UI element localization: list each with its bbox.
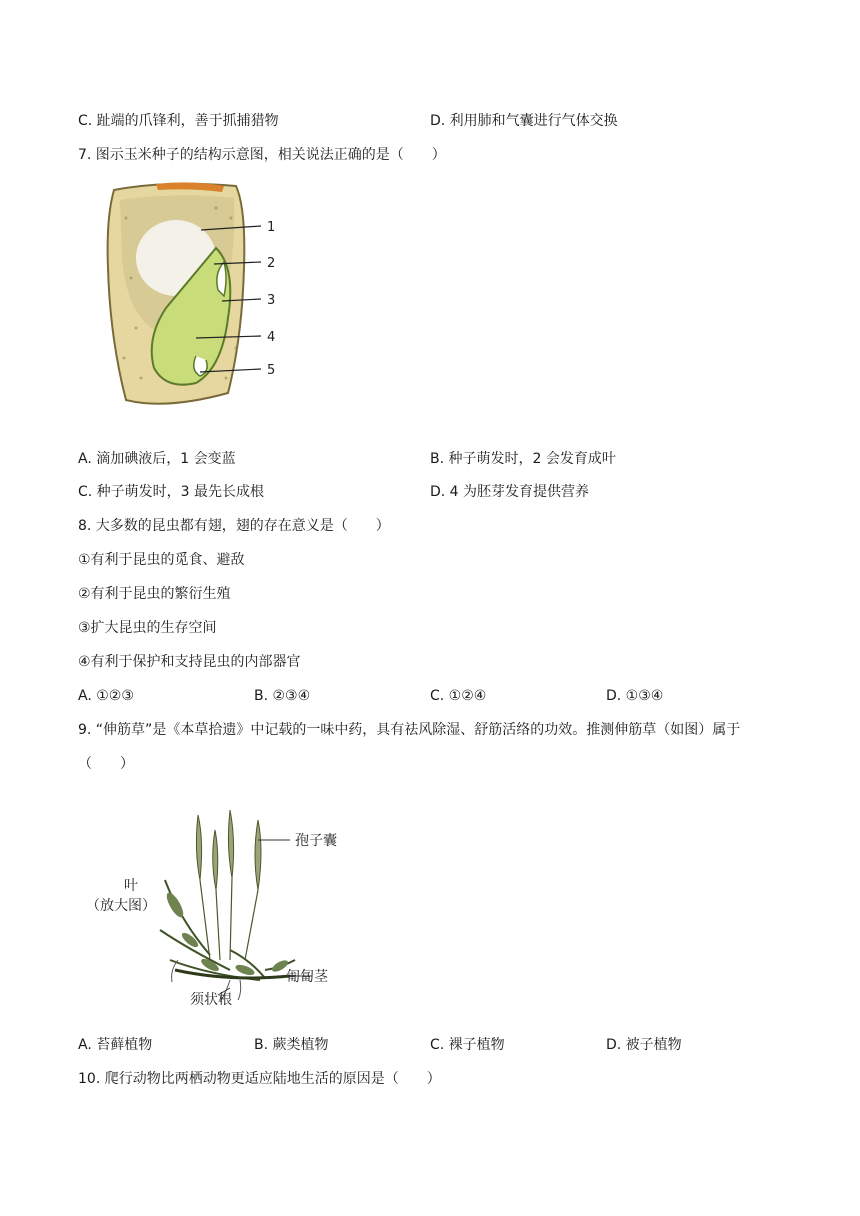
corn-figure-labels <box>267 220 275 378</box>
q7-option-b: B. 种子萌发时，2 会发育成叶 <box>430 451 616 467</box>
fern-label-stem: 匍匐茎 <box>286 969 328 985</box>
q8-stem: 8. 大多数的昆虫都有翅，翅的存在意义是（ ） <box>78 518 390 534</box>
q9-option-a: A. 苔藓植物 <box>78 1037 153 1053</box>
corn-label-3: 3 <box>267 293 276 308</box>
q9-option-b: B. 蕨类植物 <box>254 1037 329 1053</box>
q6-option-c: C. 趾端的爪锋利，善于抓捕猎物 <box>78 113 279 129</box>
q8-statement-2: ②有利于昆虫的繁衍生殖 <box>78 586 231 602</box>
fern-label-sporangium: 孢子囊 <box>295 833 337 849</box>
corn-seed-figure <box>96 178 296 413</box>
q7-stem: 7. 图示玉米种子的结构示意图，相关说法正确的是（ ） <box>78 147 446 163</box>
q8-option-c: C. ①②④ <box>430 688 487 704</box>
corn-label-2: 2 <box>267 256 276 271</box>
fern-plant-figure <box>80 810 370 1015</box>
q9-option-d: D. 被子植物 <box>606 1037 682 1053</box>
q9-option-c: C. 裸子植物 <box>430 1037 505 1053</box>
fern-label-leaf: 叶 <box>124 878 138 894</box>
q8-option-b: B. ②③④ <box>254 688 311 704</box>
corn-label-1: 1 <box>267 220 276 235</box>
q6-option-d: D. 利用肺和气囊进行气体交换 <box>430 113 618 129</box>
q8-statement-3: ③扩大昆虫的生存空间 <box>78 620 217 636</box>
q7-option-a: A. 滴加碘液后，1 会变蓝 <box>78 451 236 467</box>
q10-stem: 10. 爬行动物比两栖动物更适应陆地生活的原因是（ ） <box>78 1071 441 1087</box>
q8-option-a: A. ①②③ <box>78 688 134 704</box>
q8-option-d: D. ①③④ <box>606 688 664 704</box>
q7-option-d: D. 4 为胚芽发育提供营养 <box>430 484 590 500</box>
corn-label-4: 4 <box>267 330 276 345</box>
q8-statement-1: ①有利于昆虫的觅食、避敌 <box>78 552 245 568</box>
q8-statement-4: ④有利于保护和支持昆虫的内部器官 <box>78 654 301 670</box>
corn-label-5: 5 <box>267 363 276 378</box>
q9-stem-line2: （ ） <box>78 756 134 772</box>
q9-stem-line1: 9. “伸筋草”是《本草拾遗》中记载的一味中药，具有祛风除湿、舒筋活络的功效。推测伸筋草（如图）属于 <box>78 722 741 738</box>
fern-label-leaf-note: （放大图） <box>86 898 156 914</box>
fern-label-root: 须状根 <box>190 992 232 1008</box>
q7-option-c: C. 种子萌发时，3 最先长成根 <box>78 484 265 500</box>
